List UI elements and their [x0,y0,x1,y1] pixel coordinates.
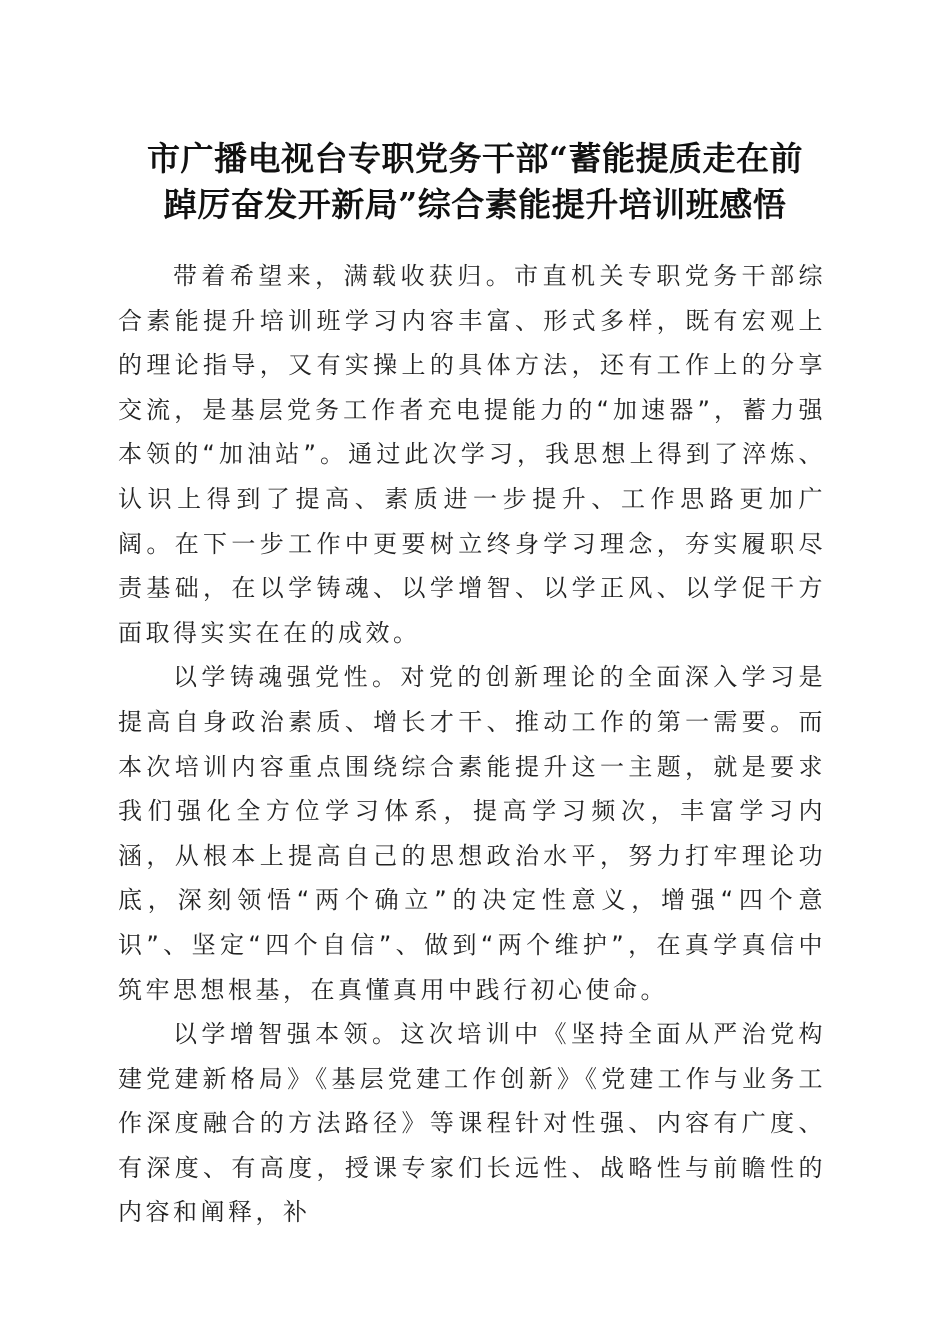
title-line-2: 踔厉奋发开新局”综合素能提升培训班感悟 [163,185,787,224]
document-title [100,136,850,228]
title-line-1: 市广播电视台专职党务干部“蓄能提质走在前 [147,139,803,178]
paragraph-wisdom: 以学增智强本领。这次培训中《坚持全面从严治党构建党建新格局》《基层党建工作创新》《党建工作与业务工作深度融合的方法路径》等课程针对性强、内容有广度、有深度、有高度，授课专家们长远性、战略性与前瞻性的内容和阐释，补 [118,1020,826,1227]
paragraph-soul: 以学铸魂强党性。对党的创新理论的全面深入学习是提高自身政治素质、增长才干、推动工作的第一需要。而本次培训内容重点围绕综合素能提升这一主题，就是要求我们强化全方位学习体系，提高学习频次，丰富学习内涵，从根本上提高自己的思想政治水平，努力打牢理论功底，深刻领悟“两个确立”的决定性意义，增强“四个意识”、坚定“四个自信”、做到“两个维护”，在真学真信中筑牢思想根基，在真懂真用中践行初心使命。 [118,663,826,1004]
document-body [118,254,826,1235]
paragraph-intro: 带着希望来，满载收获归。市直机关专职党务干部综合素能提升培训班学习内容丰富、形式多样，既有宏观上的理论指导，又有实操上的具体方法，还有工作上的分享交流，是基层党务工作者充电提能力的“加速器”，蓄力强本领的“加油站”。通过此次学习，我思想上得到了淬炼、认识上得到了提高、素质进一步提升、工作思路更加广阔。在下一步工作中更要树立终身学习理念，夯实履职尽责基础，在以学铸魂、以学增智、以学正风、以学促干方面取得实实在在的成效。 [118,262,826,647]
